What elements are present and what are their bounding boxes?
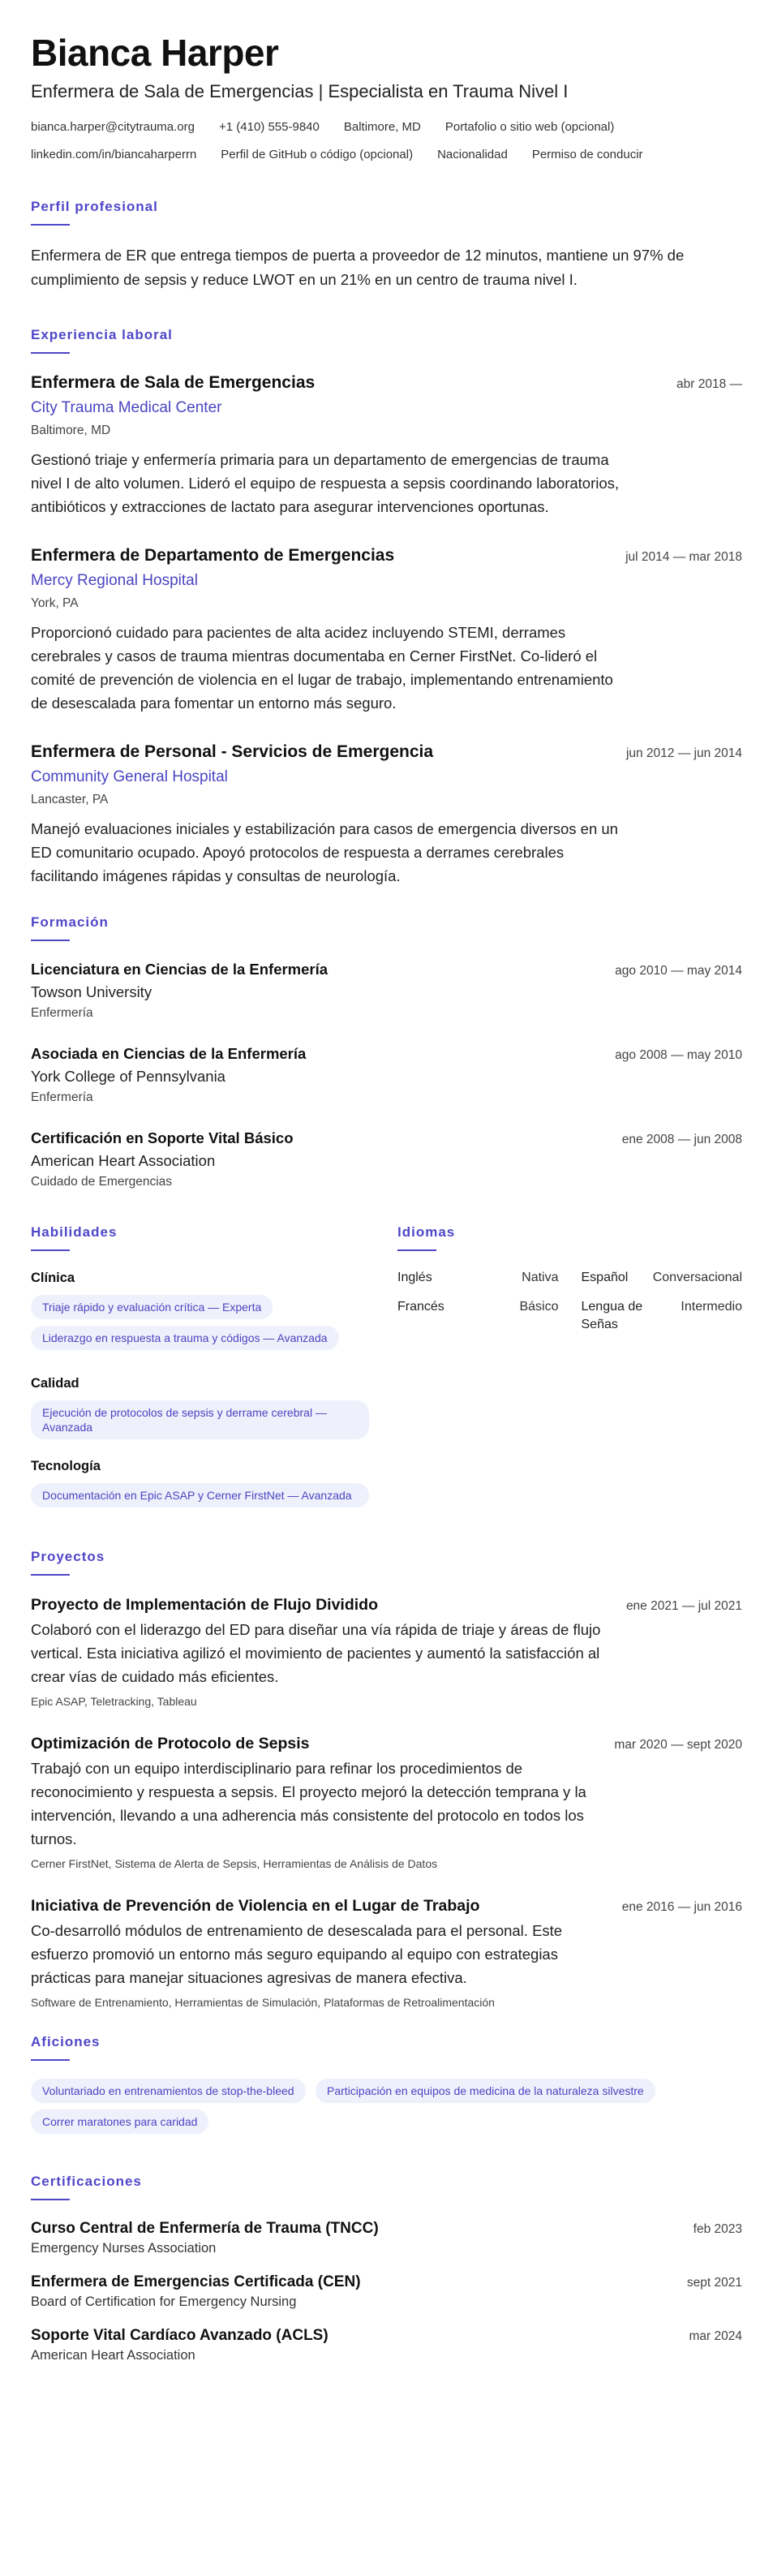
hobby-tag: Correr maratones para caridad bbox=[31, 2109, 208, 2134]
languages-section bbox=[397, 1223, 742, 1514]
skill-category: Tecnología bbox=[31, 1459, 101, 1473]
certification-name: Enfermera de Emergencias Certificada (CEN) bbox=[31, 2273, 361, 2290]
section-title: Idiomas bbox=[397, 1224, 456, 1240]
projects-section bbox=[31, 1548, 742, 2010]
job-company: Mercy Regional Hospital bbox=[31, 572, 198, 589]
section-divider bbox=[31, 940, 70, 941]
project-description: Co-desarrolló módulos de entrenamiento de desescalada para el personal. Este esfuerzo promovió un entorno más seguro equipando al equipo con estrategias prácticas para manejar situaciones agresivas de manera efectiva. bbox=[31, 1922, 563, 1986]
contact-email[interactable]: bianca.harper@citytrauma.org bbox=[31, 120, 195, 134]
project-title: Proyecto de Implementación de Flujo Dividido bbox=[31, 1596, 378, 1614]
hobbies-section bbox=[31, 2033, 742, 2140]
language-name: Francés bbox=[397, 1300, 444, 1314]
project-tools: Cerner FirstNet, Sistema de Alerta de Sepsis, Herramientas de Análisis de Datos bbox=[31, 1857, 438, 1870]
job-description: Proporcionó cuidado para pacientes de alta acidez incluyendo STEMI, derrames cerebrales y casos de trauma mientras documentaba en Cerner FirstNet. Co-lideró el comité de prevención de violencia en el lugar de trabajo, implementando entrenamiento de desescalada para fomentar un entorno más seguro. bbox=[31, 624, 613, 712]
job-entry bbox=[31, 372, 742, 518]
language-item bbox=[582, 1298, 743, 1334]
certification-name: Curso Central de Enfermería de Trauma (TNCC) bbox=[31, 2220, 379, 2237]
language-list bbox=[397, 1269, 742, 1334]
certification-entry bbox=[31, 2272, 742, 2311]
profile-section bbox=[31, 198, 742, 292]
candidate-name: Bianca Harper bbox=[31, 32, 279, 74]
section-divider bbox=[31, 1249, 70, 1251]
certification-date: mar 2024 bbox=[689, 2329, 742, 2343]
project-date: ene 2021 — jul 2021 bbox=[625, 1599, 742, 1613]
job-location: York, PA bbox=[31, 596, 79, 610]
section-divider bbox=[31, 2199, 70, 2200]
certification-entry bbox=[31, 2218, 742, 2257]
contact-location: Baltimore, MD bbox=[343, 120, 421, 134]
language-item bbox=[582, 1269, 743, 1287]
skill-category: Clínica bbox=[31, 1271, 75, 1285]
education-section bbox=[31, 914, 742, 1191]
job-date: jun 2012 — jun 2014 bbox=[625, 746, 742, 760]
skill-group bbox=[31, 1269, 376, 1357]
hobby-tag: Participación en equipos de medicina de la naturaleza silvestre bbox=[316, 2079, 655, 2103]
education-entry bbox=[31, 1128, 742, 1191]
hobby-tag: Voluntariado en entrenamientos de stop-the-bleed bbox=[31, 2079, 306, 2103]
section-title: Formación bbox=[31, 914, 109, 930]
certification-issuer: American Heart Association bbox=[31, 2348, 195, 2363]
education-degree: Certificación en Soporte Vital Básico bbox=[31, 1129, 294, 1146]
contact-driving-license: Permiso de conducir bbox=[531, 148, 643, 161]
skill-group bbox=[31, 1457, 376, 1507]
resume-header bbox=[31, 31, 742, 164]
job-company: Community General Hospital bbox=[31, 768, 228, 785]
project-date: mar 2020 — sept 2020 bbox=[614, 1738, 742, 1752]
education-school: American Heart Association bbox=[31, 1152, 216, 1169]
skill-tag: Ejecución de protocolos de sepsis y derrame cerebral — Avanzada bbox=[31, 1400, 369, 1439]
job-location: Baltimore, MD bbox=[31, 424, 111, 437]
language-item bbox=[397, 1269, 559, 1287]
language-item bbox=[397, 1298, 559, 1334]
skill-tag: Liderazgo en respuesta a trauma y códigos — Avanzada bbox=[31, 1326, 339, 1350]
education-date: ene 2008 — jun 2008 bbox=[621, 1133, 742, 1146]
job-entry bbox=[31, 741, 742, 888]
language-level: Nativa bbox=[522, 1271, 559, 1284]
job-date: jul 2014 — mar 2018 bbox=[625, 550, 742, 564]
certification-date: feb 2023 bbox=[693, 2222, 742, 2236]
project-description: Colaboró con el liderazgo del ED para diseñar una vía rápida de triaje y áreas de flujo vertical. Esta iniciativa agilizó el movimiento de pacientes y aumentó la satisfacción al crear vías de cuidado más eficientes. bbox=[31, 1621, 601, 1685]
certification-issuer: Board of Certification for Emergency Nursing bbox=[31, 2294, 297, 2309]
section-title: Proyectos bbox=[31, 1549, 105, 1564]
project-entry bbox=[31, 1732, 742, 1872]
education-school: York College of Pennsylvania bbox=[31, 1068, 225, 1085]
section-divider bbox=[397, 1249, 436, 1251]
project-title: Iniciativa de Prevención de Violencia en el Lugar de Trabajo bbox=[31, 1897, 480, 1915]
section-divider bbox=[31, 1574, 70, 1576]
project-title: Optimización de Protocolo de Sepsis bbox=[31, 1735, 310, 1752]
experience-section bbox=[31, 326, 742, 888]
project-description: Trabajó con un equipo interdisciplinario para refinar los procedimientos de reconocimiento y respuesta a sepsis. El proyecto mejoró la detección temprana y la intervención, llevando a una adherencia más consistente del protocolo en todos los turnos. bbox=[31, 1760, 586, 1847]
section-divider bbox=[31, 2059, 70, 2061]
job-date: abr 2018 — bbox=[676, 377, 742, 391]
project-date: ene 2016 — jun 2016 bbox=[621, 1900, 742, 1914]
education-entry bbox=[31, 1043, 742, 1107]
skill-group bbox=[31, 1374, 376, 1439]
job-location: Lancaster, PA bbox=[31, 793, 109, 806]
job-description: Manejó evaluaciones iniciales y estabilización para casos de emergencia diversos en un ED comunitario ocupado. Apoyó protocolos de respuesta a derrames cerebrales facilitando imágenes rápidas y consultas de neurología. bbox=[31, 820, 618, 884]
job-entry bbox=[31, 544, 742, 715]
education-date: ago 2008 — may 2010 bbox=[615, 1048, 742, 1062]
language-name: Lengua de Señas bbox=[581, 1300, 643, 1331]
education-field: Enfermería bbox=[31, 1090, 93, 1104]
certification-issuer: Emergency Nurses Association bbox=[31, 2241, 217, 2256]
language-name: Español bbox=[581, 1271, 629, 1284]
language-name: Inglés bbox=[397, 1271, 432, 1284]
skill-tag: Documentación en Epic ASAP y Cerner FirstNet — Avanzada bbox=[31, 1483, 369, 1507]
education-degree: Licenciatura en Ciencias de la Enfermería bbox=[31, 961, 329, 978]
education-degree: Asociada en Ciencias de la Enfermería bbox=[31, 1045, 307, 1062]
skills-languages-row bbox=[31, 1223, 742, 1514]
contact-portfolio[interactable]: Portafolio o sitio web (opcional) bbox=[444, 120, 615, 134]
contact-list bbox=[31, 118, 742, 164]
contact-github[interactable]: Perfil de GitHub o código (opcional) bbox=[221, 148, 414, 161]
contact-phone[interactable]: +1 (410) 555-9840 bbox=[219, 120, 320, 134]
section-title: Certificaciones bbox=[31, 2174, 142, 2189]
profile-summary: Enfermera de ER que entrega tiempos de puerta a proveedor de 12 minutos, mantiene un 97% de cumplimiento de sepsis y reduce LWOT en un 21% en un centro de trauma nivel I. bbox=[31, 247, 685, 288]
project-entry bbox=[31, 1894, 742, 2010]
project-entry bbox=[31, 1593, 742, 1709]
certification-name: Soporte Vital Cardíaco Avanzado (ACLS) bbox=[31, 2327, 329, 2344]
contact-nationality: Nacionalidad bbox=[437, 148, 508, 161]
section-divider bbox=[31, 352, 70, 354]
candidate-headline: Enfermera de Sala de Emergencias | Especialista en Trauma Nivel I bbox=[31, 81, 569, 101]
project-tools: Software de Entrenamiento, Herramientas de Simulación, Plataformas de Retroalimentación bbox=[31, 1996, 495, 2009]
contact-linkedin[interactable]: linkedin.com/in/biancaharperrn bbox=[31, 148, 197, 161]
skills-section bbox=[31, 1223, 376, 1514]
language-level: Intermedio bbox=[681, 1300, 742, 1314]
job-company: City Trauma Medical Center bbox=[31, 399, 222, 416]
section-title: Habilidades bbox=[31, 1224, 118, 1240]
language-level: Conversacional bbox=[652, 1271, 742, 1284]
education-school: Towson University bbox=[31, 983, 152, 1000]
education-date: ago 2010 — may 2014 bbox=[615, 964, 742, 978]
education-field: Cuidado de Emergencias bbox=[31, 1175, 173, 1189]
certification-date: sept 2021 bbox=[686, 2276, 742, 2290]
job-description: Gestionó triaje y enfermería primaria para un departamento de emergencias de trauma nivel I de alto volumen. Lideró el equipo de respuesta a sepsis coordinando laboratorios, antibióticos y extracciones de lactato para asegurar intervenciones oportunas. bbox=[31, 451, 620, 515]
section-title: Experiencia laboral bbox=[31, 327, 173, 342]
job-title: Enfermera de Departamento de Emergencias bbox=[31, 546, 395, 565]
section-title: Perfil profesional bbox=[31, 199, 158, 214]
job-title: Enfermera de Sala de Emergencias bbox=[31, 373, 316, 392]
language-level: Básico bbox=[519, 1300, 559, 1314]
education-entry bbox=[31, 959, 742, 1022]
section-divider bbox=[31, 224, 70, 226]
job-title: Enfermera de Personal - Servicios de Emergencia bbox=[31, 742, 434, 761]
skill-category: Calidad bbox=[31, 1376, 79, 1391]
certification-entry bbox=[31, 2325, 742, 2364]
project-tools: Epic ASAP, Teletracking, Tableau bbox=[31, 1695, 197, 1708]
education-field: Enfermería bbox=[31, 1006, 93, 1020]
skill-tag: Triaje rápido y evaluación crítica — Experta bbox=[31, 1295, 273, 1319]
section-title: Aficiones bbox=[31, 2034, 101, 2049]
certifications-section bbox=[31, 2173, 742, 2364]
